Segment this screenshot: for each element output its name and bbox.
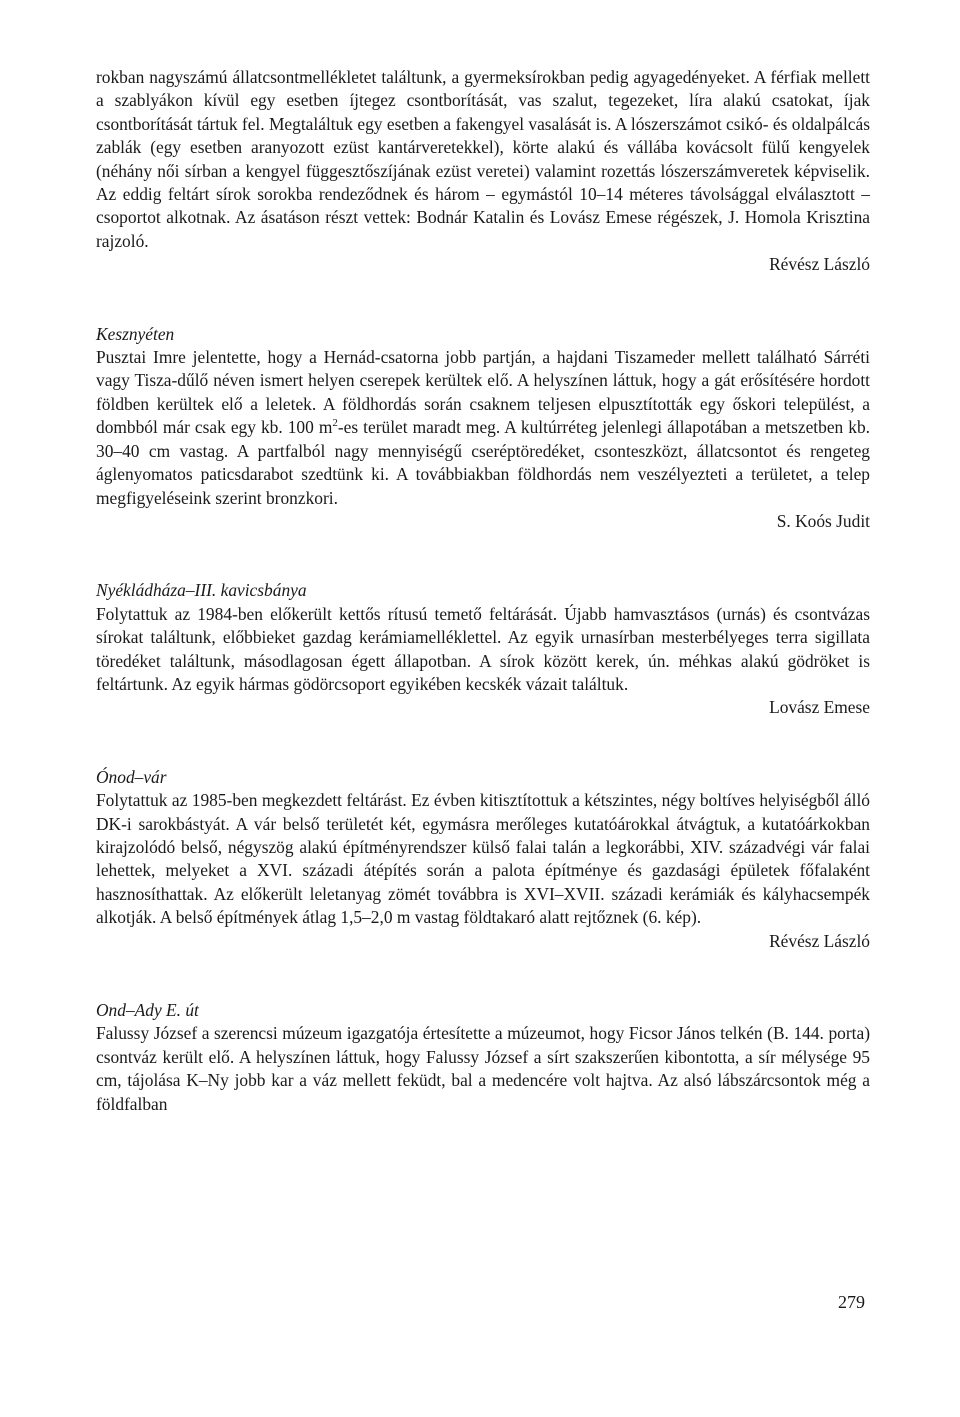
section-ond-ady xyxy=(96,999,870,1116)
section-body: Folytattuk az 1985-ben megkezdett feltárást. Ez évben kitisztítottuk a kétszintes, négy boltíves helyiségből álló DK-i sarokbástyát. A vár belső területét két, egymásra merőleges kutatóárokkal átvágtuk, a kutatóárkokban kirajzolódó belső, négyszög alakú építményrendszer külső falai talán a legkorábbi, XIV. századvégi vár falai lehettek, melyeket a XVI. századi átépítés során a palota építménye és gazdasági épületek főfalaként hasznosíthattak. Az előkerült leletanyag zömét továbbra is XVI–XVII. századi kerámiák és kályhacsempék alkotják. A belső építmények átlag 1,5–2,0 m vastag földtakaró alatt rejtőznek (6. kép). xyxy=(96,790,870,928)
section-heading: Ond–Ady E. út xyxy=(96,1000,199,1020)
superscript: 2 xyxy=(332,417,338,430)
section-kesznyeten xyxy=(96,323,870,534)
author-signature: Révész László xyxy=(769,930,870,951)
intro-paragraph: rokban nagyszámú állatcsontmellékletet találtunk, a gyermeksírokban pedig agyagedényeket. A férfiak mellett a szablyákon kívül egy esetben íjtegez csontborítását, vas szalut, tegezeket, líra alakú csatokat, íjak csontborítását tártuk fel. Megtaláltuk egy esetben a fakengyel vasalását is. A lószerszámot csikó- és oldalpálcás zablák (egy esetben aranyozott ezüst kantárveretekkel), körte alakú és vállába kovácsolt fülű kengyelek (néhány női sírban a kengyel függesztőszíjának ezüst veretei) valamint rozettás lószerszámveretek képviselik. Az eddig feltárt sírok sorokba rendeződnek és három – egymástól 10–14 méteres távolsággal elválasztott – csoportot alkotnak. Az ásatáson részt vettek: Bodnár Katalin és Lovász Emese régészek, J. Homola Krisztina rajzoló. xyxy=(96,67,870,251)
section-gap xyxy=(96,720,870,766)
section-gap xyxy=(96,953,870,999)
page-number: 279 xyxy=(838,1292,865,1312)
author-signature: Lovász Emese xyxy=(769,697,870,718)
body-text-a: Pusztai Imre jelentette, hogy a Hernád-csatorna jobb partján, a hajdani Tiszameder mellett található Sárréti vagy Tisza-dűlő néven ismert helyen cserepek kerültek elő. A helyszínen láttuk, hogy a gát erősítésére hordott földben kerültek elő a leletek. A földhordás során csaknem teljesen elpusztították egy őskori települést, a dombból már csak egy kb. 100 m xyxy=(96,347,870,438)
section-body: Falussy József a szerencsi múzeum igazgatója értesítette a múzeumot, hogy Ficsor János telkén (B. 144. porta) csontváz került elő. A helyszínen láttuk, hogy Falussy József a sírt szakszerűen kibontotta, a sír mélysége 95 cm, tájolása K–Ny jobb kar a váz mellett feküdt, bal a medencére volt hajtva. Az alsó lábszárcsontok még a földfalban xyxy=(96,1023,870,1114)
section-heading: Nyékládháza–III. kavicsbánya xyxy=(96,580,307,601)
author-signature: S. Koós Judit xyxy=(776,510,870,531)
section-heading: Ónod–vár xyxy=(96,766,167,787)
section-gap xyxy=(96,533,870,579)
section-heading: Kesznyéten xyxy=(96,323,175,344)
author-signature: Révész László xyxy=(769,254,870,275)
document-page xyxy=(96,66,870,1116)
section-onod-var xyxy=(96,766,870,953)
section-nyekladhaza xyxy=(96,579,870,719)
section-body: Folytattuk az 1984-ben előkerült kettős rítusú temető feltárását. Újabb hamvasztásos (urnás) és csontvázas sírokat találtunk, előbbieket gazdag kerámiamelléklettel. Az egyik urnasírban mesterbélyeges terra sigillata töredéket találtunk, másodlagosan égett állapotban. A sírok között kerek, ún. méhkas alakú gödröket is feltártunk. Az egyik hármas gödörcsoport egyikében kecskék vázait találtuk. xyxy=(96,603,870,694)
section-body xyxy=(96,346,870,510)
section-gap xyxy=(96,277,870,323)
body-text-b: -es terület maradt meg. A kultúrréteg jelenlegi állapotában a metszetben kb. 30–40 cm vastag. A partfalból nagy mennyiségű cseréptöredéket, csonteszközt, állatcsontot és rengeteg áglenyomatos paticsdarabot szedtünk ki. A továbbiakban földhordás nem veszélyezteti a területet, a telep megfigyeléseink szerint bronzkori. xyxy=(96,417,870,508)
